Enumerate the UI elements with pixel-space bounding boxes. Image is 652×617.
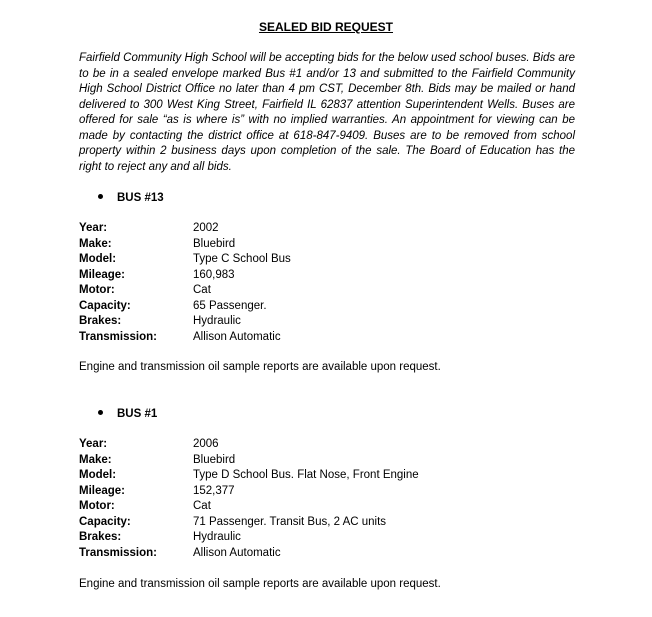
spec-row-model (79, 468, 579, 484)
spec-row-capacity (79, 299, 579, 315)
spec-value: Bluebird (193, 237, 236, 250)
spec-label: Motor: (79, 284, 115, 296)
spec-label: Brakes: (79, 531, 122, 543)
bullet-icon (98, 194, 103, 199)
spec-value: Hydraulic (193, 315, 241, 327)
spec-label: Transmission: (79, 546, 157, 559)
spec-label: Year: (79, 222, 108, 234)
spec-row-motor (79, 499, 579, 515)
spec-row-capacity (79, 515, 579, 531)
spec-value: Cat (193, 284, 211, 296)
spec-value: 160,983 (193, 268, 235, 281)
spec-row-make (79, 237, 579, 253)
spec-label: Mileage: (79, 268, 126, 281)
bus-13-heading-text: BUS #13 (117, 192, 164, 204)
spec-value: 65 Passenger. (193, 299, 267, 312)
spec-row-model (79, 252, 579, 268)
spec-row-brakes (79, 530, 579, 546)
spec-label: Capacity: (79, 299, 131, 312)
spec-row-mileage (79, 484, 579, 500)
spec-value: Type C School Bus (193, 253, 291, 265)
bullet-icon (98, 410, 103, 415)
bus-1-note: Engine and transmission oil sample reports are available upon request. (79, 578, 441, 590)
spec-value: Hydraulic (193, 531, 241, 543)
bus-13-note: Engine and transmission oil sample reports are available upon request. (79, 361, 441, 373)
spec-value: 2006 (193, 438, 219, 450)
spec-value: Type D School Bus. Flat Nose, Front Engine (193, 469, 419, 481)
spec-row-year (79, 221, 579, 237)
spec-label: Capacity: (79, 515, 131, 528)
spec-row-motor (79, 283, 579, 299)
spec-label: Make: (79, 453, 112, 466)
spec-label: Motor: (79, 500, 115, 512)
spec-row-transmission (79, 330, 579, 346)
bus-13-heading (98, 191, 164, 205)
spec-label: Model: (79, 469, 117, 481)
spec-value: Bluebird (193, 453, 236, 466)
intro-paragraph: Fairfield Community High School will be accepting bids for the below used school buses. Bids are to be in a sealed envelope marked Bus #1 and/or 13 and submitted to the Fairfield Community High School District Office no later than 4 pm CST, December 8th. Bids may be mailed or hand delivered to 300 West King Street, Fairfield IL 62837 attention Superintendent Wells. Buses are offered for sale “as is where is” with no implied warranties. An appointment for viewing can be made by contacting the district office at 618-847-9409. Buses are to be removed from school property within 2 business days upon completion of the sale. The Board of Education has the right to reject any and all bids. (79, 52, 575, 173)
spec-label: Transmission: (79, 330, 157, 343)
spec-label: Model: (79, 253, 117, 265)
bus-1-heading (98, 407, 157, 421)
spec-value: 2002 (193, 222, 219, 234)
spec-value: Cat (193, 500, 211, 512)
spec-label: Year: (79, 438, 108, 450)
spec-value: Allison Automatic (193, 330, 281, 343)
spec-row-mileage (79, 268, 579, 284)
spec-value: 152,377 (193, 484, 235, 497)
spec-label: Brakes: (79, 315, 122, 327)
document-title: SEALED BID REQUEST (258, 20, 393, 34)
spec-value: Allison Automatic (193, 546, 281, 559)
spec-row-brakes (79, 314, 579, 330)
spec-label: Make: (79, 237, 112, 250)
spec-row-transmission (79, 546, 579, 562)
spec-label: Mileage: (79, 484, 126, 497)
bus-1-specs (79, 437, 579, 561)
spec-row-year (79, 437, 579, 453)
bus-13-specs (79, 221, 579, 345)
spec-value: 71 Passenger. Transit Bus, 2 AC units (193, 515, 387, 528)
spec-row-make (79, 453, 579, 469)
bus-1-heading-text: BUS #1 (117, 408, 158, 420)
